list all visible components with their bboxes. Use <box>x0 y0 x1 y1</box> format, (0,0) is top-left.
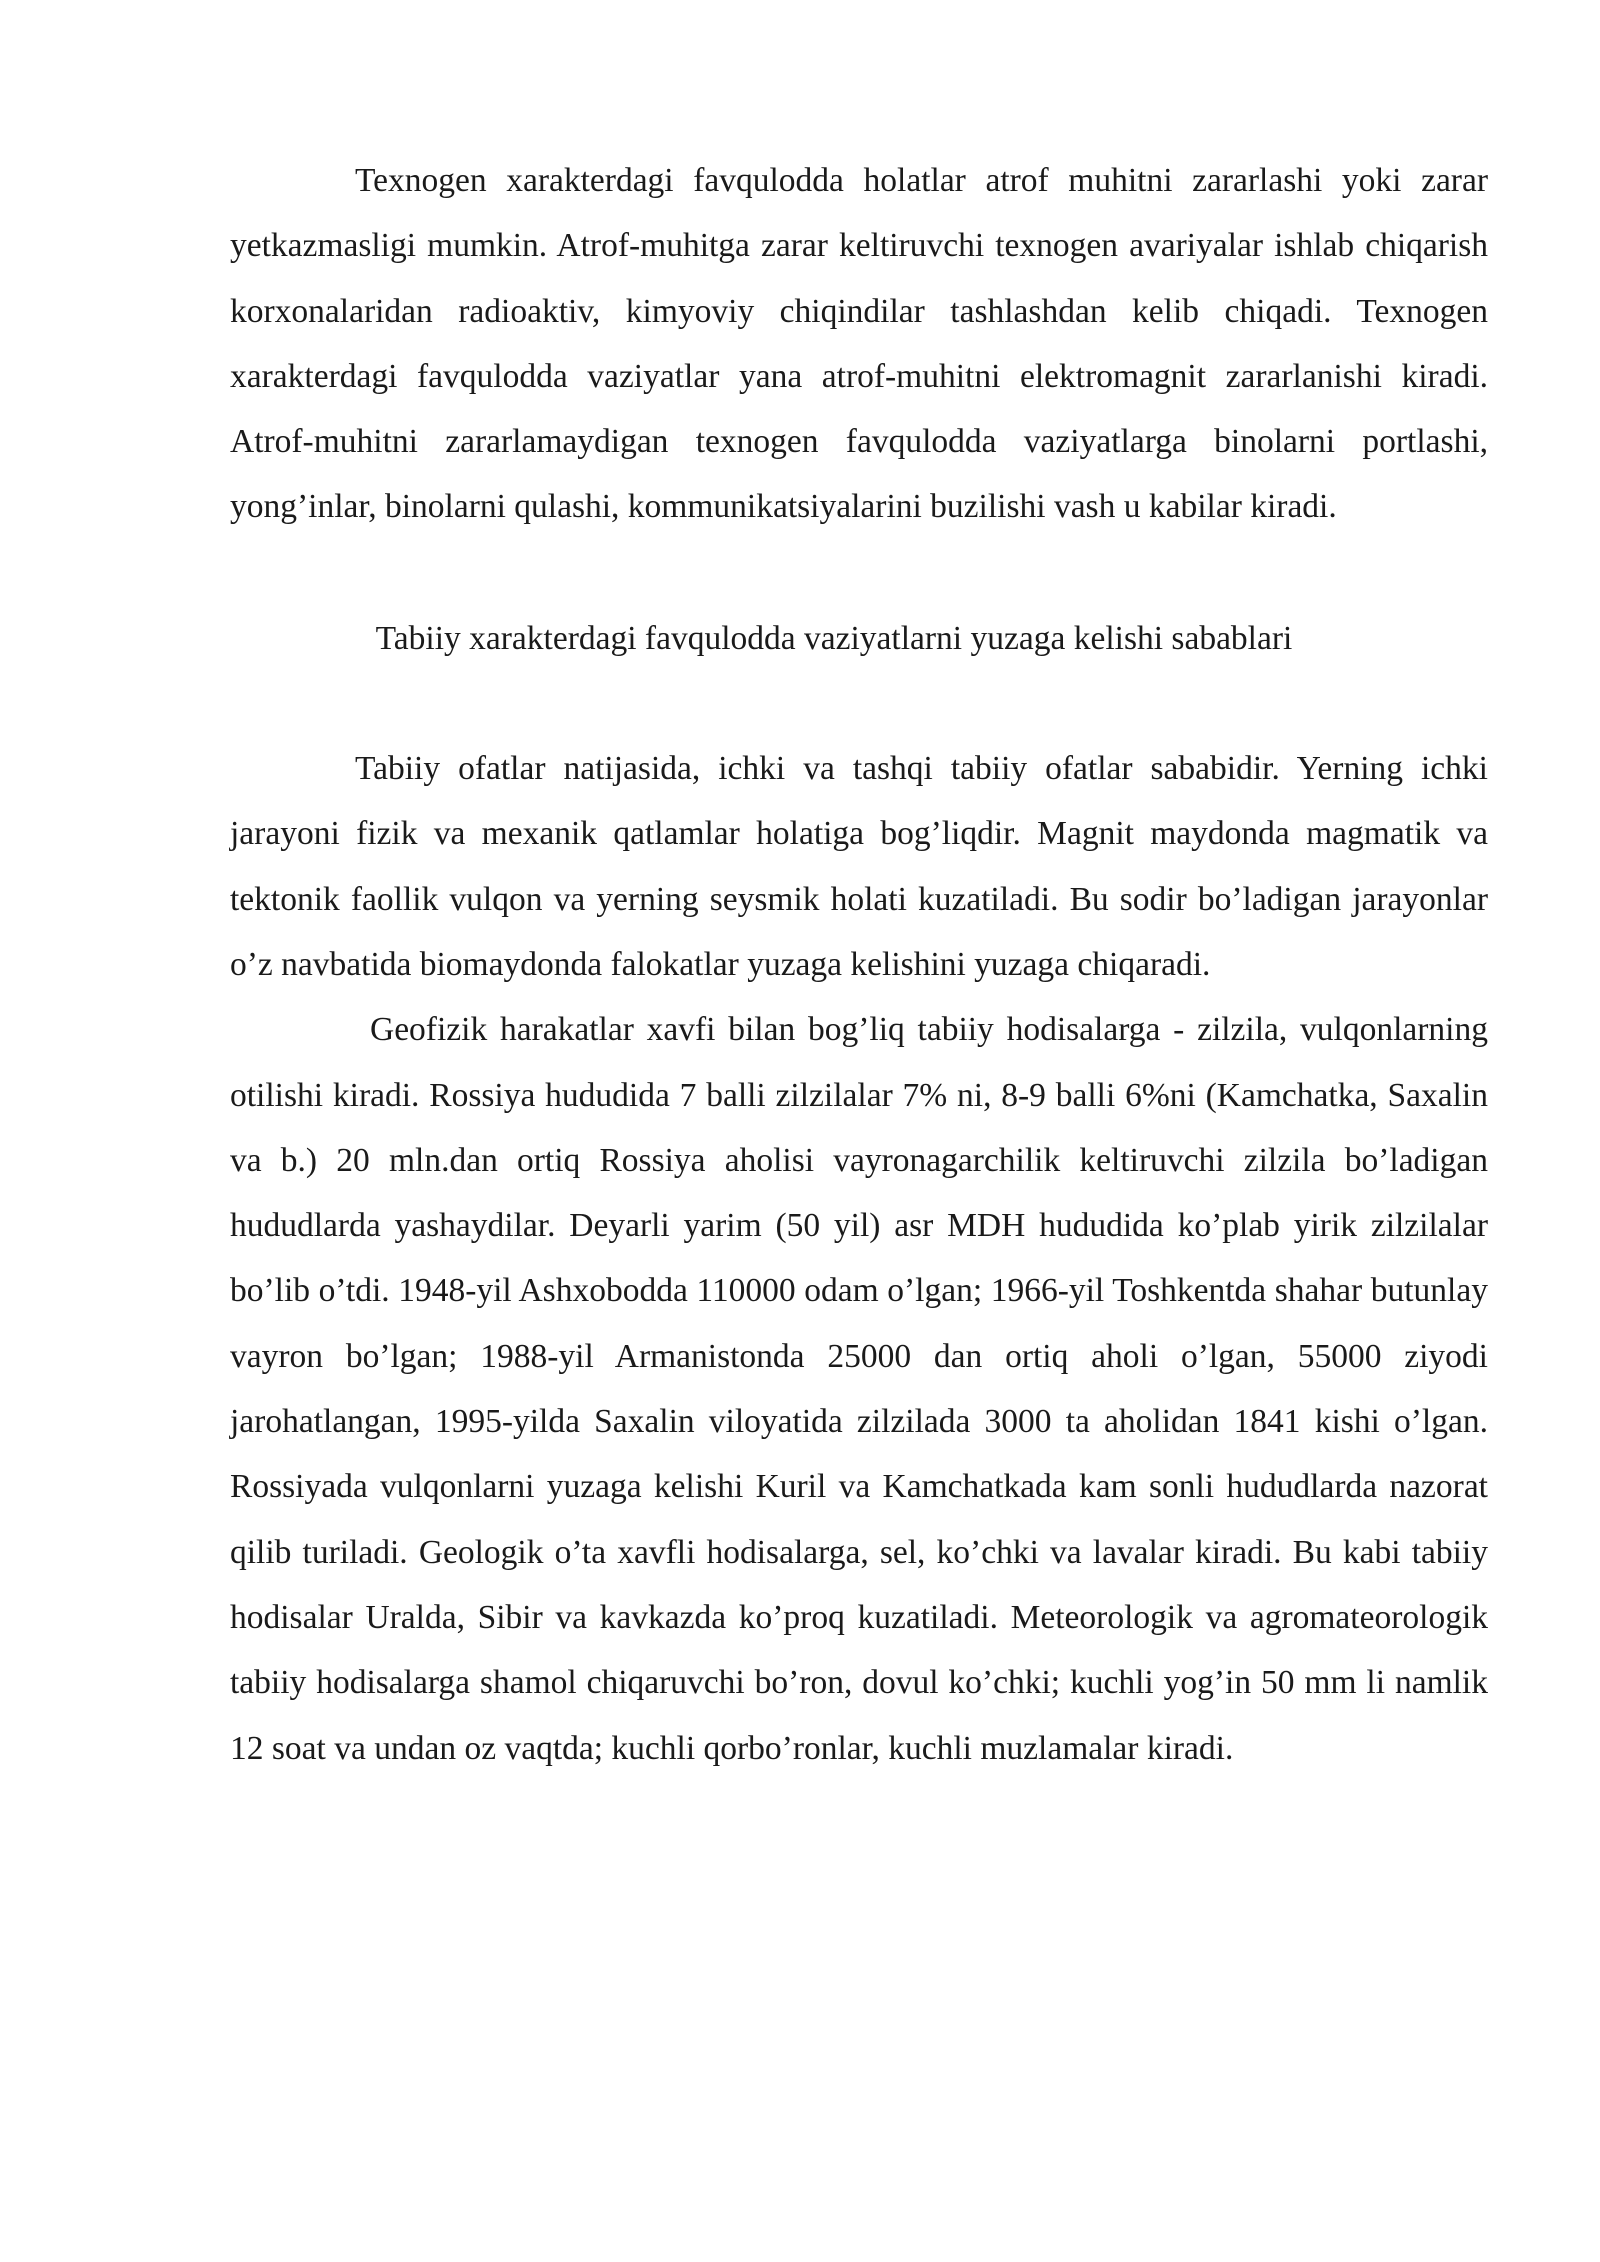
document-body <box>230 148 1488 1781</box>
spacer <box>230 540 1488 606</box>
spacer <box>230 671 1488 736</box>
paragraph-natural-causes: Tabiiy ofatlar natijasida, ichki va tashqi tabiiy ofatlar sababidir. Yerning ichki jarayoni fizik va mexanik qatlamlar holatiga bog’liqdir. Magnit maydonda magmatik va tektonik faollik vulqon va yerning seysmik holati kuzatiladi. Bu sodir bo’ladigan jarayonlar o’z navbatida biomaydonda falokatlar yuzaga kelishini yuzaga chiqaradi. <box>230 750 1488 983</box>
paragraph-technogenic: Texnogen xarakterdagi favqulodda holatlar atrof muhitni zararlashi yoki zarar yetkazmasligi mumkin. Atrof-muhitga zarar keltiruvchi texnogen avariyalar ishlab chiqarish korxonalaridan radioaktiv, kimyoviy chiqindilar tashlashdan kelib chiqadi. Texnogen xarakterdagi favqulodda vaziyatlar yana atrof-muhitni elektromagnit zararlanishi kiradi. Atrof-muhitni zararlamaydigan texnogen favqulodda vaziyatlarga binolarni portlashi, yong’inlar, binolarni qulashi, kommunikatsiyalarini buzilishi vash u kabilar kiradi. <box>230 162 1488 526</box>
section-heading: Tabiiy xarakterdagi favqulodda vaziyatlarni yuzaga kelishi sabablari <box>375 619 1293 657</box>
paragraph-geophysical: Geofizik harakatlar xavfi bilan bog’liq tabiiy hodisalarga - zilzila, vulqonlarning otilishi kiradi. Rossiya hududida 7 balli zilzilalar 7% ni, 8-9 balli 6%ni (Kamchatka, Saxalin va b.) 20 mln.dan ortiq Rossiya aholisi vayronagarchilik keltiruvchi zilzila bo’ladigan hududlarda yashaydilar. Deyarli yarim (50 yil) asr MDH hududida ko’plab yirik zilzilalar bo’lib o’tdi. 1948-yil Ashxobodda 110000 odam o’lgan; 1966-yil Toshkentda shahar butunlay vayron bo’lgan; 1988-yil Armanistonda 25000 dan ortiq aholi o’lgan, 55000 ziyodi jarohatlangan, 1995-yilda Saxalin viloyatida zilzilada 3000 ta aholidan 1841 kishi o’lgan. Rossiyada vulqonlarni yuzaga kelishi Kuril va Kamchatkada kam sonli hududlarda nazorat qilib turiladi. Geologik o’ta xavfli hodisalarga, sel, ko’chki va lavalar kiradi. Bu kabi tabiiy hodisalar Uralda, Sibir va kavkazda ko’proq kuzatiladi. Meteorologik va agromateorologik tabiiy hodisalarga shamol chiqaruvchi bo’ron, dovul ko’chki; kuchli yog’in 50 mm li namlik 12 soat va undan oz vaqtda; kuchli qorbo’ronlar, kuchli muzlamalar kiradi. <box>230 1011 1488 1767</box>
